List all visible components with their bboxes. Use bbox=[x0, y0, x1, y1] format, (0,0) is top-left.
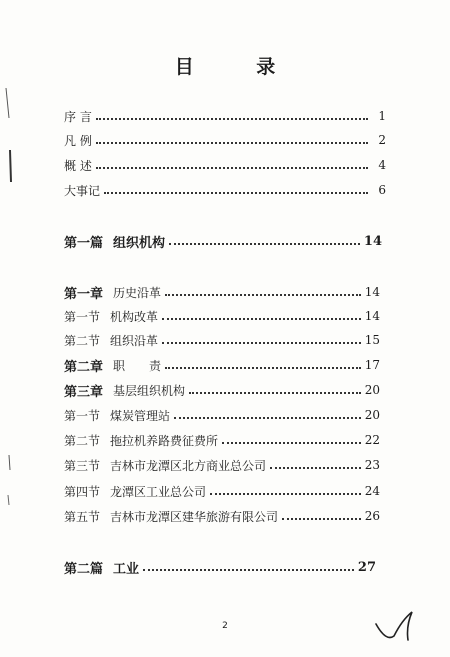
toc-page: 27 bbox=[357, 559, 376, 575]
toc-page: 15 bbox=[364, 333, 380, 347]
toc-label: 大事记 bbox=[64, 183, 101, 198]
toc-page: 6 bbox=[378, 183, 386, 197]
toc-leader bbox=[96, 167, 368, 169]
toc-label: 第一节 bbox=[64, 408, 101, 423]
toc-title: 历史沿革 bbox=[113, 285, 162, 300]
toc-leader bbox=[165, 367, 361, 369]
handwritten-mark bbox=[372, 606, 420, 648]
toc-title: 龙潭区工业总公司 bbox=[110, 484, 207, 499]
toc-entry bbox=[64, 355, 380, 375]
toc-label: 凡 例 bbox=[64, 133, 92, 148]
toc-leader bbox=[222, 442, 361, 444]
toc-leader bbox=[165, 294, 361, 296]
toc-leader bbox=[210, 493, 361, 495]
toc-page: 24 bbox=[364, 484, 380, 498]
toc-leader bbox=[104, 192, 368, 194]
toc-entry bbox=[64, 380, 380, 400]
toc-entry bbox=[64, 282, 380, 302]
toc-entry-conventions bbox=[64, 130, 386, 150]
toc-label: 第一节 bbox=[64, 309, 101, 324]
toc-title: 煤炭管理站 bbox=[110, 408, 171, 423]
toc-entry-chronicle bbox=[64, 180, 386, 200]
toc-label: 第三节 bbox=[64, 458, 101, 473]
scan-edge-marks bbox=[0, 0, 20, 657]
toc-entry bbox=[64, 481, 380, 501]
toc-leader bbox=[96, 142, 368, 144]
toc-entry bbox=[64, 506, 380, 526]
toc-part-1 bbox=[64, 231, 382, 251]
toc-title: 基层组织机构 bbox=[113, 383, 186, 398]
toc-page: 20 bbox=[364, 408, 380, 422]
toc-entry bbox=[64, 455, 380, 475]
toc-leader bbox=[169, 243, 360, 245]
toc-page: 20 bbox=[364, 383, 380, 397]
toc-page: 17 bbox=[364, 358, 380, 372]
toc-entry bbox=[64, 405, 380, 425]
toc-page: 26 bbox=[364, 509, 380, 523]
page-number: 2 bbox=[222, 621, 228, 631]
toc-leader bbox=[189, 392, 361, 394]
toc-title: 拖拉机养路费征费所 bbox=[110, 433, 219, 448]
toc-page: 14 bbox=[364, 285, 380, 299]
toc-leader bbox=[143, 569, 354, 571]
toc-label: 第五节 bbox=[64, 509, 101, 524]
toc-title: 组织机构 bbox=[113, 235, 166, 251]
toc-leader bbox=[270, 467, 361, 469]
toc-entry-preface bbox=[64, 106, 386, 126]
toc-entry bbox=[64, 330, 380, 350]
toc-label: 第一章 bbox=[64, 286, 104, 302]
toc-label: 第四节 bbox=[64, 484, 101, 499]
toc-page: 1 bbox=[378, 109, 386, 123]
toc-title: 职 责 bbox=[113, 358, 162, 373]
toc-title: 组织沿革 bbox=[110, 333, 159, 348]
toc-title: 吉林市龙潭区北方商业总公司 bbox=[110, 458, 267, 473]
toc-label: 概 述 bbox=[64, 158, 92, 173]
toc-title: 机构改革 bbox=[110, 309, 159, 324]
toc-label: 第三章 bbox=[64, 384, 104, 400]
toc-leader bbox=[96, 118, 368, 120]
toc-page: 4 bbox=[378, 158, 386, 172]
toc-page: 2 bbox=[378, 133, 386, 147]
toc-leader bbox=[174, 417, 361, 419]
toc-leader bbox=[282, 518, 361, 520]
toc-page: 14 bbox=[363, 233, 382, 249]
toc-title: 工业 bbox=[113, 561, 140, 577]
toc-entry bbox=[64, 430, 380, 450]
toc-entry bbox=[64, 306, 380, 326]
toc-label: 第二节 bbox=[64, 433, 101, 448]
page-title: 目 录 bbox=[174, 56, 304, 78]
toc-part-2 bbox=[64, 557, 376, 577]
toc-entry-overview bbox=[64, 155, 386, 175]
toc-page: 14 bbox=[364, 309, 380, 323]
toc-label: 第二篇 bbox=[64, 561, 104, 577]
toc-label: 第一篇 bbox=[64, 235, 104, 251]
toc-page: 23 bbox=[364, 458, 380, 472]
toc-label: 第二节 bbox=[64, 333, 101, 348]
toc-leader bbox=[162, 318, 361, 320]
toc-title: 吉林市龙潭区建华旅游有限公司 bbox=[110, 509, 279, 524]
toc-leader bbox=[162, 342, 361, 344]
toc-page: 22 bbox=[364, 433, 380, 447]
toc-label: 第二章 bbox=[64, 359, 104, 375]
toc-label: 序 言 bbox=[64, 109, 92, 124]
